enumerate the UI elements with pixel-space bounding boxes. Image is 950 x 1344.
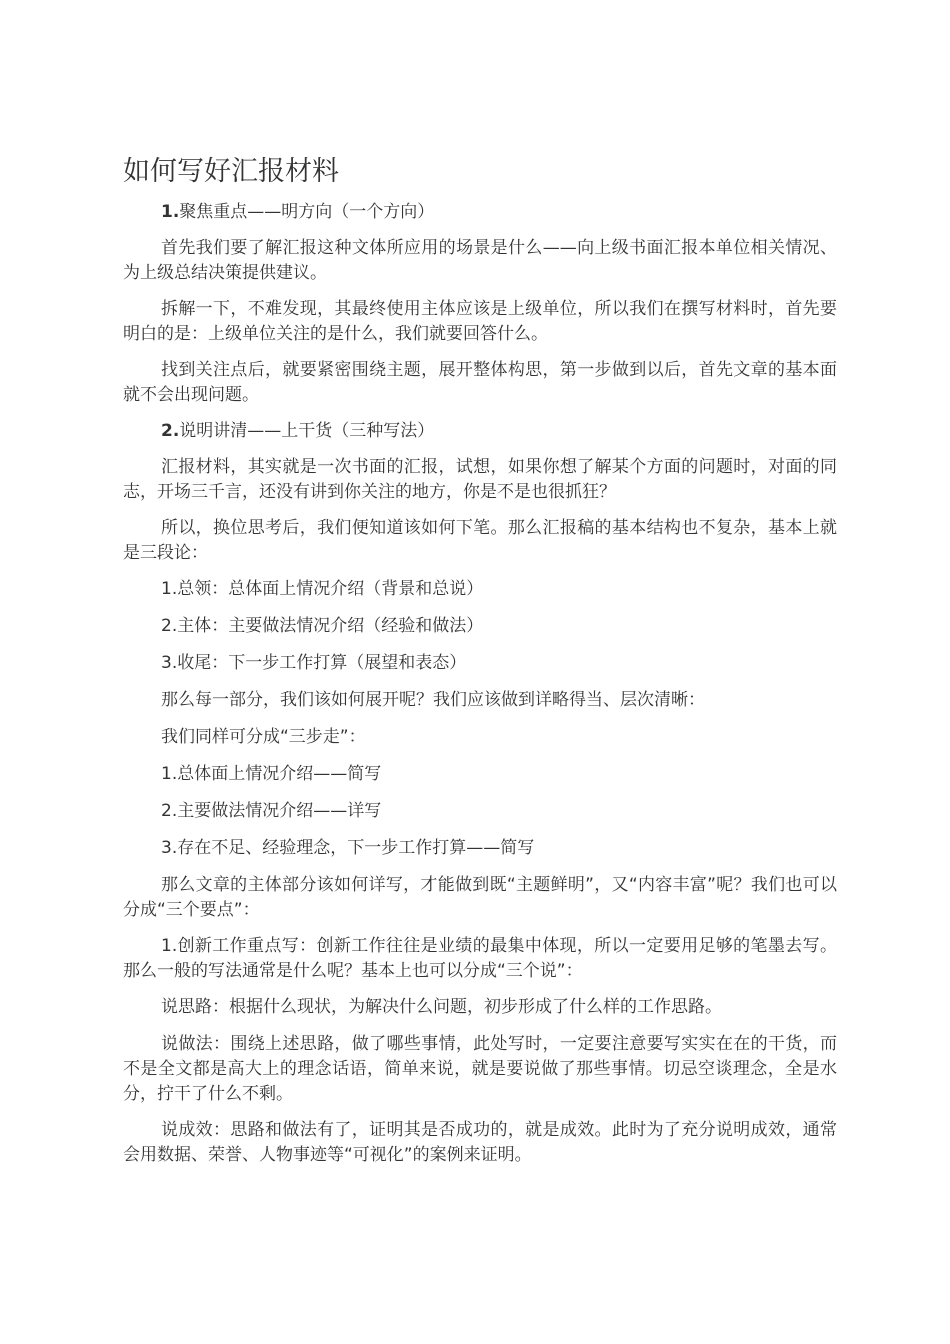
list-item: 3.存在不足、经验理念，下一步工作打算——简写 xyxy=(161,838,535,858)
list-item: 2.主要做法情况介绍——详写 xyxy=(161,801,382,821)
section-heading-2 xyxy=(123,419,837,444)
paragraph: 那么文章的主体部分该如何详写，才能做到既“主题鲜明”，又“内容丰富”呢？我们也可以分成“三个要点”： xyxy=(123,875,837,920)
paragraph: 所以，换位思考后，我们便知道该如何下笔。那么汇报稿的基本结构也不复杂，基本上就是三段论： xyxy=(123,518,837,563)
paragraph: 那么每一部分，我们该如何展开呢？我们应该做到详略得当、层次清晰： xyxy=(161,690,705,710)
paragraph: 说做法：围绕上述思路，做了哪些事情，此处写时，一定要注意要写实实在在的干货，而不是全文都是高大上的理念话语，简单来说，就是要说做了那些事情。切忌空谈理念，全是水分，拧干了什么不剩。 xyxy=(123,1034,837,1104)
list-item: 2.主体：主要做法情况介绍（经验和做法） xyxy=(161,616,484,636)
list-item: 1.总体面上情况介绍——简写 xyxy=(161,764,382,784)
section-number: 2. xyxy=(161,421,180,441)
paragraph: 我们同样可分成“三步走”： xyxy=(161,727,366,747)
paragraph: 拆解一下，不难发现，其最终使用主体应该是上级单位，所以我们在撰写材料时，首先要明白的是：上级单位关注的是什么，我们就要回答什么。 xyxy=(123,299,837,344)
paragraph: 1.创新工作重点写：创新工作往往是业绩的最集中体现，所以一定要用足够的笔墨去写。那么一般的写法通常是什么呢？基本上也可以分成“三个说”： xyxy=(123,936,837,981)
list-item: 3.收尾：下一步工作打算（展望和表态） xyxy=(161,653,467,673)
document-title: 如何写好汇报材料 xyxy=(123,156,339,187)
list-item: 1.总领：总体面上情况介绍（背景和总说） xyxy=(161,579,484,599)
section-heading-1 xyxy=(123,200,837,225)
section-heading-text: 说明讲清——上干货（三种写法） xyxy=(179,421,435,441)
section-heading-text: 聚焦重点——明方向（一个方向） xyxy=(179,202,435,222)
paragraph: 首先我们要了解汇报这种文体所应用的场景是什么——向上级书面汇报本单位相关情况、为上级总结决策提供建议。 xyxy=(123,238,837,283)
paragraph: 说思路：根据什么现状，为解决什么问题，初步形成了什么样的工作思路。 xyxy=(161,997,722,1017)
section-number: 1. xyxy=(161,202,180,222)
document-page xyxy=(123,152,837,1179)
paragraph: 找到关注点后，就要紧密围绕主题，展开整体构思，第一步做到以后，首先文章的基本面就不会出现问题。 xyxy=(123,360,837,405)
paragraph: 说成效：思路和做法有了，证明其是否成功的，就是成效。此时为了充分说明成效，通常会用数据、荣誉、人物事迹等“可视化”的案例来证明。 xyxy=(123,1120,837,1165)
paragraph: 汇报材料，其实就是一次书面的汇报，试想，如果你想了解某个方面的问题时，对面的同志，开场三千言，还没有讲到你关注的地方，你是不是也很抓狂？ xyxy=(123,457,837,502)
